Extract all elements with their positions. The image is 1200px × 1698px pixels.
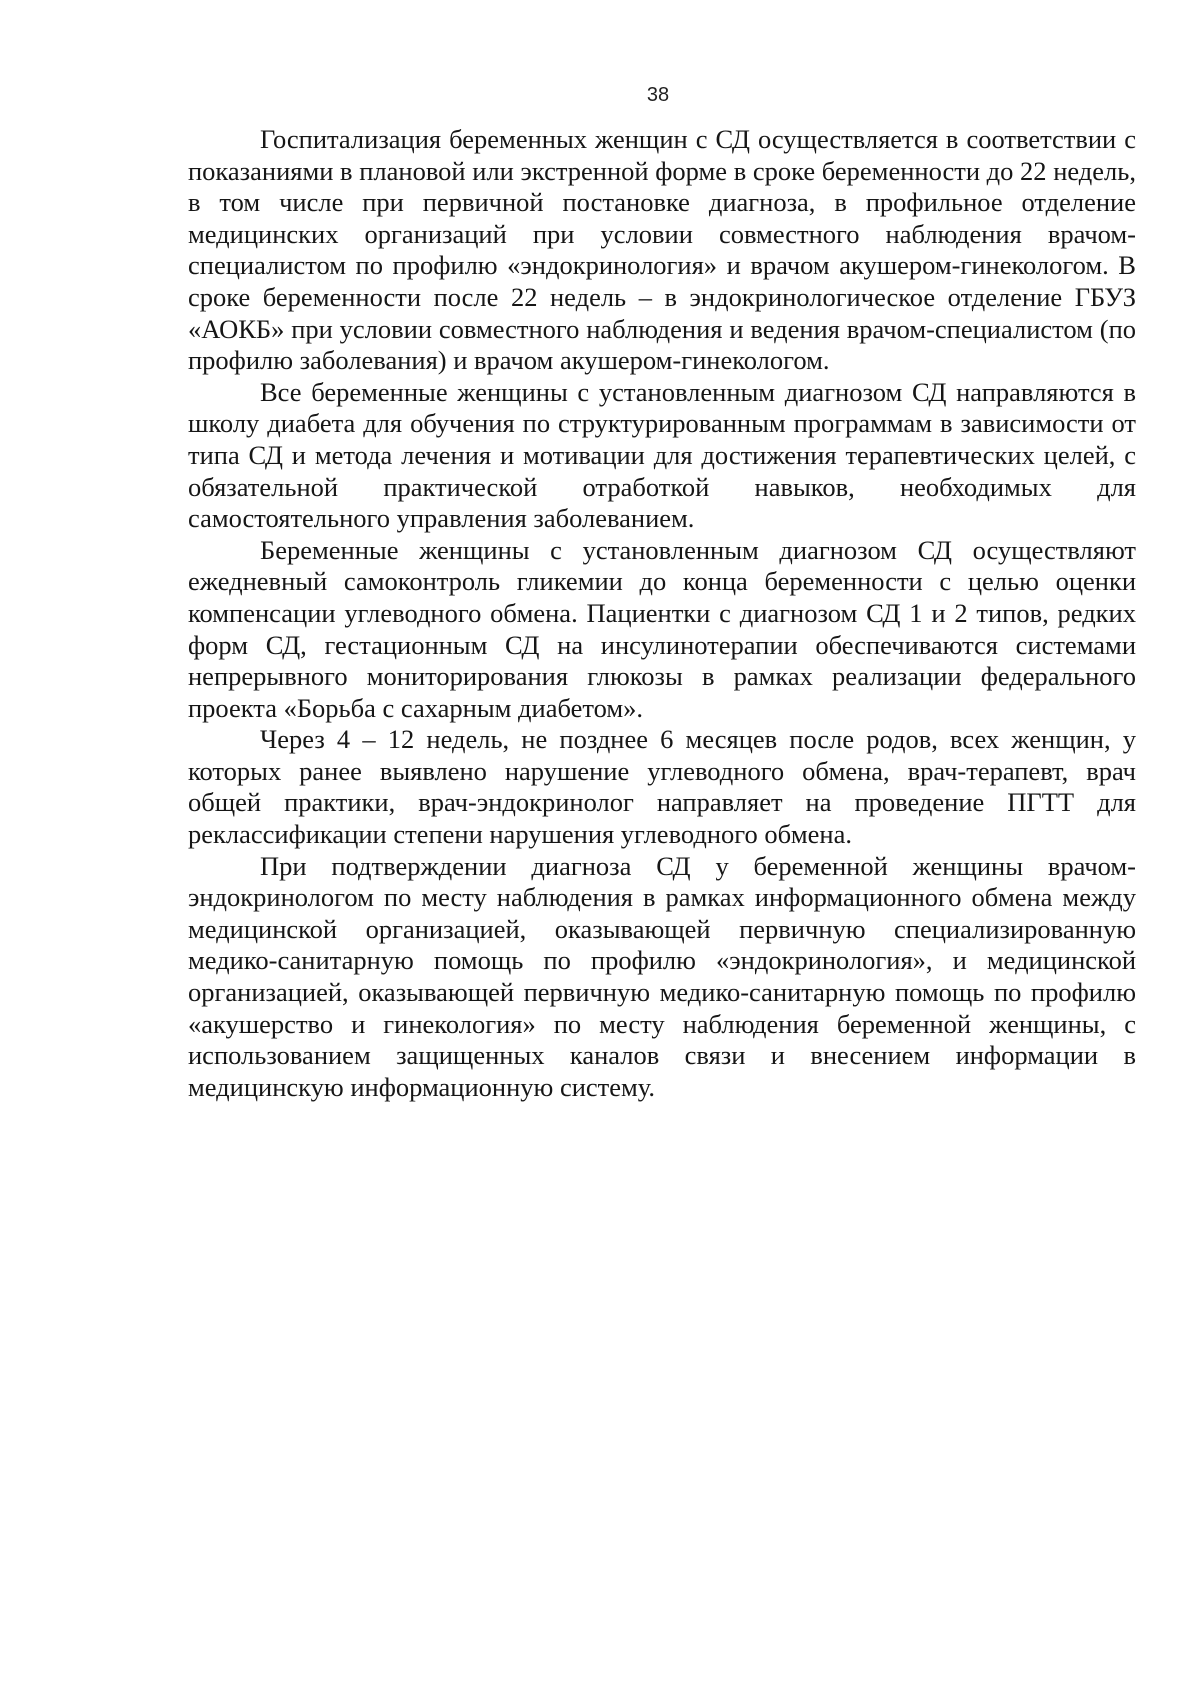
- document-body: [188, 124, 1136, 1103]
- page-number: 38: [646, 84, 670, 106]
- paragraph-diabetes-school: Все беременные женщины с установленным диагнозом СД направляются в школу диабета для обучения по структурированным программам в зависимости от типа СД и метода лечения и мотивации для достижения терапевтических целей, с обязательной практической отработкой навыков, необходимых для самостоятельного управления заболеванием.: [188, 376, 1136, 534]
- paragraph-postpartum-test: Через 4 – 12 недель, не позднее 6 месяцев после родов, всех женщин, у которых ранее выявлено нарушение углеводного обмена, врач-терапевт, врач общей практики, врач-эндокринолог направляет на проведение ПГТТ для реклассификации степени нарушения углеводного обмена.: [188, 724, 1136, 850]
- paragraph-diagnosis-confirmation: При подтверждении диагноза СД у беременной женщины врачом-эндокринологом по месту наблюдения в рамках информационного обмена между медицинской организацией, оказывающей первичную специализированную медико-санитарную помощь по профилю «эндокринология», и медицинской организацией, оказывающей первичную медико-санитарную помощь по профилю «акушерство и гинекология» по месту наблюдения беременной женщины, с использованием защищенных каналов связи и внесением информации в медицинскую информационную систему.: [188, 850, 1136, 1102]
- paragraph-hospitalization: Госпитализация беременных женщин с СД осуществляется в соответствии с показаниями в плановой или экстренной форме в сроке беременности до 22 недель, в том числе при первичной постановке диагноза, в профильное отделение медицинских организаций при условии совместного наблюдения врачом-специалистом по профилю «эндокринология» и врачом акушером-гинекологом. В сроке беременности после 22 недель – в эндокринологическое отделение ГБУЗ «АОКБ» при условии совместного наблюдения и ведения врачом-специалистом (по профилю заболевания) и врачом акушером-гинекологом.: [188, 124, 1136, 376]
- paragraph-self-monitoring: Беременные женщины с установленным диагнозом СД осуществляют ежедневный самоконтроль гликемии до конца беременности с целью оценки компенсации углеводного обмена. Пациентки с диагнозом СД 1 и 2 типов, редких форм СД, гестационным СД на инсулинотерапии обеспечиваются системами непрерывного мониторирования глюкозы в рамках реализации федерального проекта «Борьба с сахарным диабетом».: [188, 534, 1136, 723]
